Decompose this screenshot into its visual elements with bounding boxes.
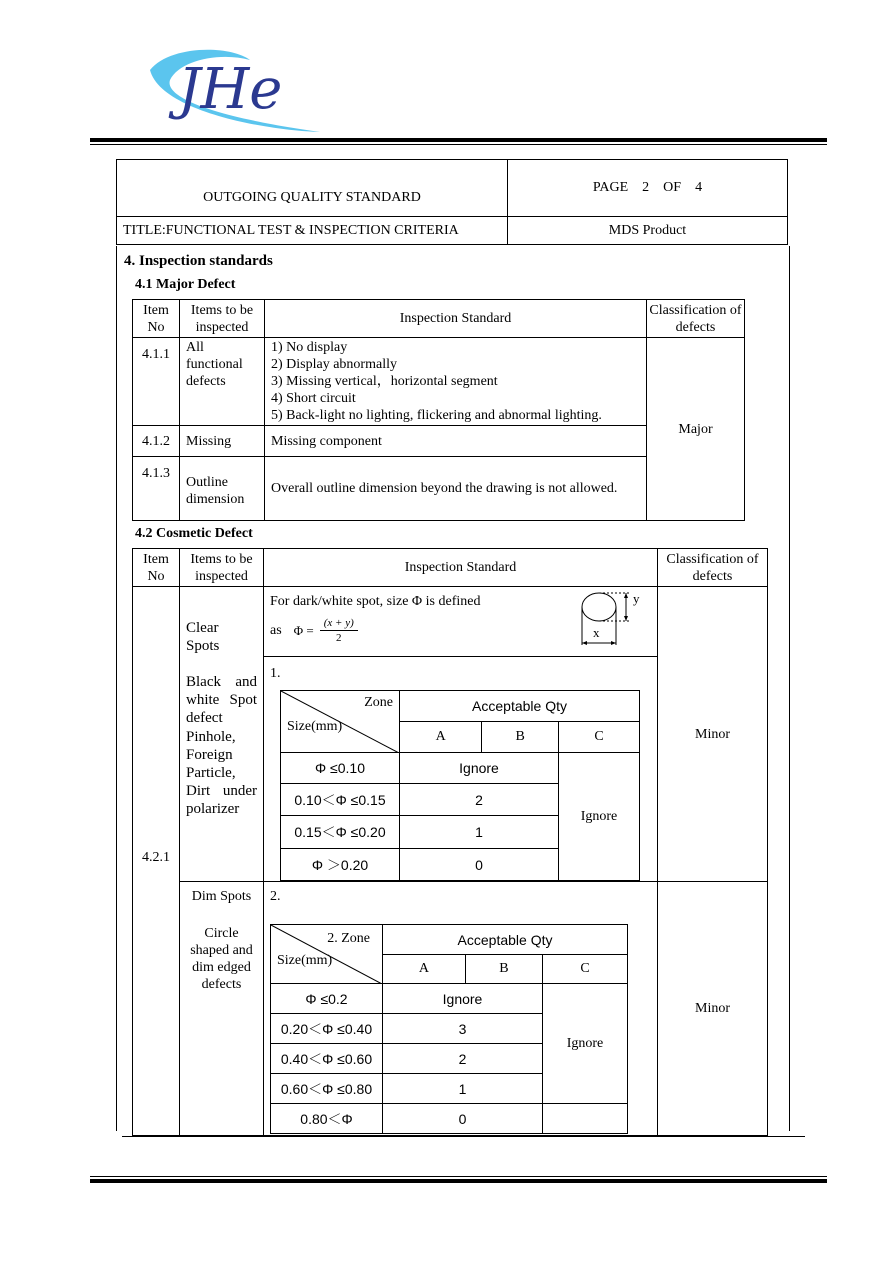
qty-cell: 0 <box>400 849 559 881</box>
clear-spots-table <box>280 690 640 881</box>
col-class: Classification of defects <box>658 549 768 587</box>
diagram-x: x <box>593 625 600 640</box>
formula-phi: Φ = <box>293 623 314 638</box>
section-heading: 4. Inspection standards <box>124 253 273 269</box>
table-row <box>271 1104 628 1134</box>
item-no: 4.1.1 <box>133 338 180 426</box>
dim-spots-table <box>270 924 628 1134</box>
zone-size-cell <box>281 691 400 753</box>
qty-cell: Ignore <box>383 984 543 1014</box>
clear-num: 1. <box>270 666 281 681</box>
diagram-y: y <box>633 591 640 606</box>
cosmetic-defect-table <box>132 548 768 1136</box>
fraction <box>320 616 358 645</box>
col-items: Items to be inspected <box>180 300 265 338</box>
item-no: 4.2.1 <box>133 587 180 1136</box>
size-cell: 0.60＜Φ ≤0.80 <box>271 1074 383 1104</box>
doc-title: OUTGOING QUALITY STANDARD <box>117 160 508 217</box>
zone-size-cell <box>271 925 383 984</box>
dim-spots-title: Dim Spots <box>191 889 252 904</box>
zone-c-value: Ignore <box>559 753 640 881</box>
item-no: 4.1.3 <box>133 457 180 521</box>
size-cell: 0.80＜Φ <box>271 1104 383 1134</box>
qty-cell: 0 <box>383 1104 543 1134</box>
size-cell: 0.40＜Φ ≤0.60 <box>271 1044 383 1074</box>
standard-cell <box>265 338 647 426</box>
size-label: Size(mm) <box>287 719 343 734</box>
top-rule-thin <box>90 144 827 145</box>
definition-row <box>133 587 768 657</box>
major-classification: Major <box>647 338 745 521</box>
empty-cell <box>543 1104 628 1134</box>
dim-spots-desc: Circle shaped and dim edged defects <box>190 926 253 992</box>
formula-numerator: (x + y) <box>320 616 358 631</box>
header-table <box>116 159 788 245</box>
qty-cell: 2 <box>383 1044 543 1074</box>
size-cell: Φ ≤0.2 <box>271 984 383 1014</box>
major-header-row <box>133 300 745 338</box>
col-class: Classification of defects <box>647 300 745 338</box>
standard-line: Missing component <box>265 426 647 457</box>
zone-label: 2. Zone <box>327 931 370 946</box>
table-row <box>281 753 640 784</box>
col-items: Items to be inspected <box>180 549 264 587</box>
table-row <box>271 984 628 1014</box>
zone-b: B <box>482 722 559 753</box>
definition-text: For dark/white spot, size Φ is defined <box>270 594 481 609</box>
item-no: 4.1.2 <box>133 426 180 457</box>
table-row <box>133 338 745 426</box>
size-cell: 0.10＜Φ ≤0.15 <box>281 784 400 816</box>
company-logo <box>140 40 340 140</box>
qty-cell: 1 <box>383 1074 543 1104</box>
formula-as: as <box>270 623 282 638</box>
zone-c: C <box>559 722 640 753</box>
item-name: All functional defects <box>180 338 265 426</box>
acceptable-qty-header: Acceptable Qty <box>400 691 640 722</box>
clear-classification: Minor <box>658 587 768 882</box>
clear-spots-title: Clear Spots <box>186 620 220 654</box>
major-heading: 4.1 Major Defect <box>135 277 236 292</box>
zone-c: C <box>543 955 628 984</box>
item-name: Outline dimension <box>180 457 265 521</box>
bottom-rule-thin <box>90 1176 827 1177</box>
zone-b: B <box>465 955 542 984</box>
top-rule-thick <box>90 138 827 142</box>
col-item-no: Item No <box>133 549 180 587</box>
standard-line: 1) No display <box>271 340 348 355</box>
clear-table-cell <box>264 657 658 882</box>
size-cell: Φ ＞0.20 <box>281 849 400 881</box>
page-indicator: PAGE 2 OF 4 <box>508 160 788 217</box>
size-cell: 0.15＜Φ ≤0.20 <box>281 816 400 849</box>
cosmetic-heading: 4.2 Cosmetic Defect <box>135 526 253 541</box>
size-cell: Φ ≤0.10 <box>281 753 400 784</box>
spot-size-diagram <box>579 591 649 653</box>
col-item-no: Item No <box>133 300 180 338</box>
standard-line: 3) Missing vertical，horizontal segment <box>271 374 498 389</box>
col-standard: Inspection Standard <box>265 300 647 338</box>
major-defect-table <box>132 299 745 521</box>
size-cell: 0.20＜Φ ≤0.40 <box>271 1014 383 1044</box>
cosmetic-header-row <box>133 549 768 587</box>
standard-line: Overall outline dimension beyond the drawing is not allowed. <box>265 457 647 521</box>
dim-row <box>133 882 768 1136</box>
dim-item-cell <box>180 882 264 1136</box>
bottom-rule-thick <box>90 1179 827 1183</box>
size-label: Size(mm) <box>277 953 333 968</box>
qty-cell: 3 <box>383 1014 543 1044</box>
standard-line: 4) Short circuit <box>271 391 356 406</box>
dim-num: 2. <box>270 889 281 904</box>
col-standard: Inspection Standard <box>264 549 658 587</box>
standard-line: 5) Back-light no lighting, flickering and abnormal lighting. <box>271 408 602 423</box>
clear-item-cell <box>180 587 264 882</box>
zone-a: A <box>400 722 482 753</box>
footer-line <box>122 1136 805 1137</box>
dim-classification: Minor <box>658 882 768 1136</box>
zone-a: A <box>383 955 466 984</box>
qty-cell: 2 <box>400 784 559 816</box>
item-name: Missing <box>180 426 265 457</box>
definition-cell <box>264 587 658 657</box>
doc-subject: TITLE:FUNCTIONAL TEST & INSPECTION CRITERIA <box>117 217 508 245</box>
qty-cell: 1 <box>400 816 559 849</box>
formula-denominator: 2 <box>336 632 342 644</box>
zone-label: Zone <box>364 695 393 710</box>
acceptable-qty-header: Acceptable Qty <box>383 925 628 955</box>
dim-table-cell <box>264 882 658 1136</box>
qty-cell: Ignore <box>400 753 559 784</box>
clear-spots-desc: Black and white Spot defect Pinhole, Foreign Particle, Dirt under polarizer <box>186 674 257 818</box>
logo-letters: JHe <box>178 57 283 122</box>
zone-c-value: Ignore <box>543 984 628 1104</box>
product-name: MDS Product <box>508 217 788 245</box>
standard-line: 2) Display abnormally <box>271 357 397 372</box>
